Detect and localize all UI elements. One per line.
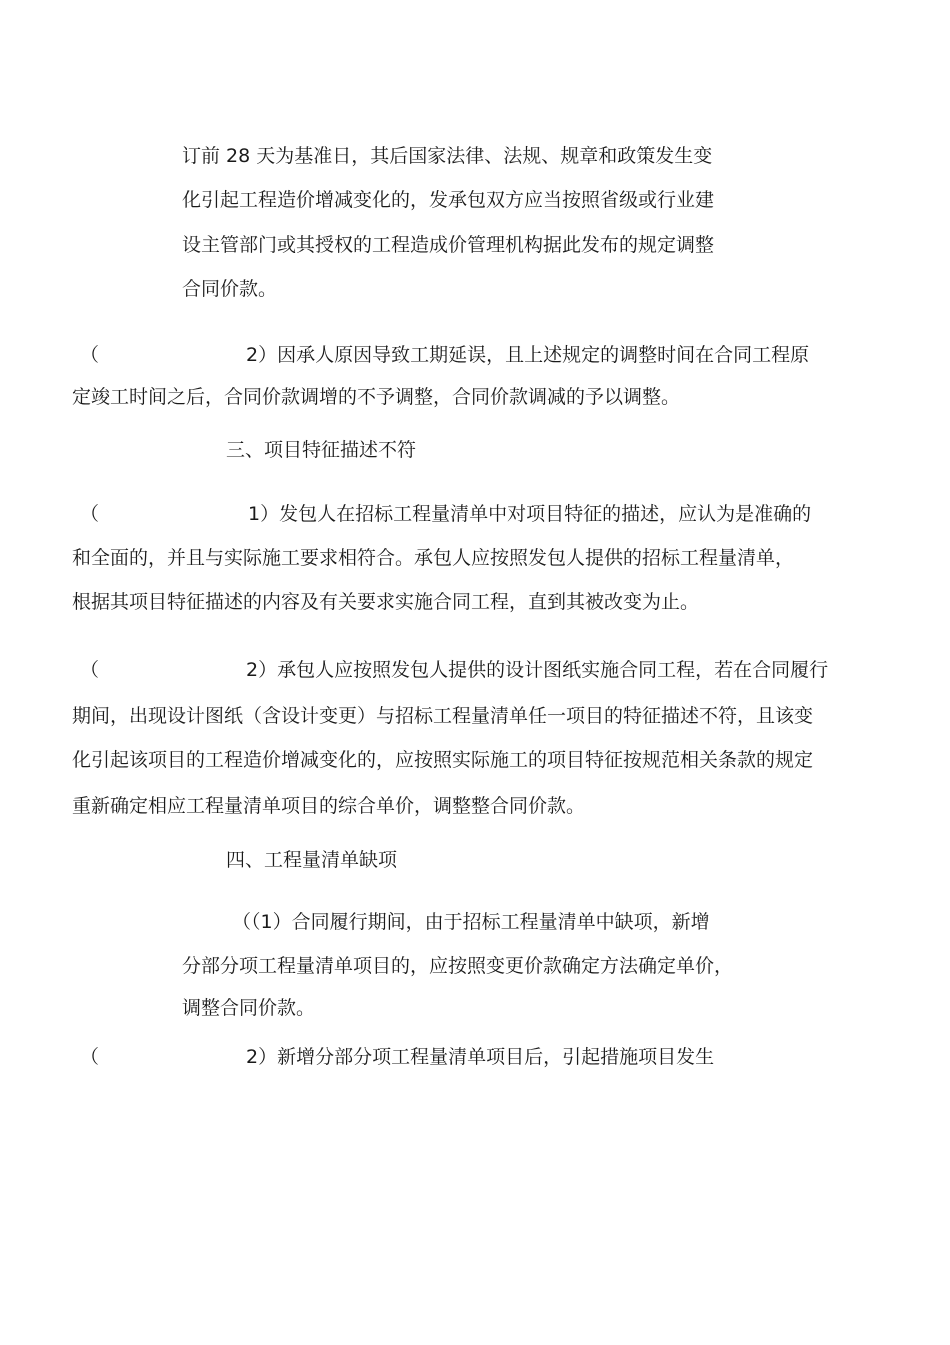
open-parenthesis: （: [80, 659, 100, 681]
text-line: 设主管部门或其授权的工程造成价管理机构据此发布的规定调整: [182, 234, 715, 256]
text-line: 定竣工时间之后，合同价款调增的不予调整，合同价款调减的予以调整。: [72, 386, 681, 408]
open-parenthesis: （: [80, 1046, 100, 1068]
text-line: 化引起该项目的工程造价增减变化的，应按照实际施工的项目特征按规范相关条款的规定: [72, 749, 814, 771]
section-heading-3: 三、项目特征描述不符: [226, 439, 417, 461]
text-line: 调整合同价款。: [182, 997, 316, 1019]
text-line: 重新确定相应工程量清单项目的综合单价，调整整合同价款。: [72, 795, 586, 817]
text-line: 1）发包人在招标工程量清单中对项目特征的描述，应认为是准确的: [248, 503, 812, 525]
text-line: 分部分项工程量清单项目的，应按照变更价款确定方法确定单价，: [182, 955, 734, 977]
text-line: 和全面的，并且与实际施工要求相符合。承包人应按照发包人提供的招标工程量清单，: [72, 547, 795, 569]
text-line: （（1）合同履行期间，由于招标工程量清单中缺项，新增: [232, 911, 710, 933]
text-line: 2）因承人原因导致工期延误，且上述规定的调整时间在合同工程原: [246, 344, 810, 366]
text-line: 合同价款。: [182, 278, 278, 300]
open-parenthesis: （: [80, 503, 100, 525]
text-line: 2）承包人应按照发包人提供的设计图纸实施合同工程，若在合同履行: [246, 659, 829, 681]
text-line: 2）新增分部分项工程量清单项目后，引起措施项目发生: [246, 1046, 715, 1068]
text-line: 根据其项目特征描述的内容及有关要求实施合同工程，直到其被改变为止。: [72, 591, 700, 613]
open-parenthesis: （: [80, 344, 100, 366]
section-heading-4: 四、工程量清单缺项: [226, 849, 398, 871]
text-line: 化引起工程造价增减变化的，发承包双方应当按照省级或行业建: [182, 189, 715, 211]
text-line: 期间，出现设计图纸（含设计变更）与招标工程量清单任一项目的特征描述不符，且该变: [72, 705, 814, 727]
text-line: 订前 28 天为基准日，其后国家法律、法规、规章和政策发生变: [182, 145, 713, 167]
